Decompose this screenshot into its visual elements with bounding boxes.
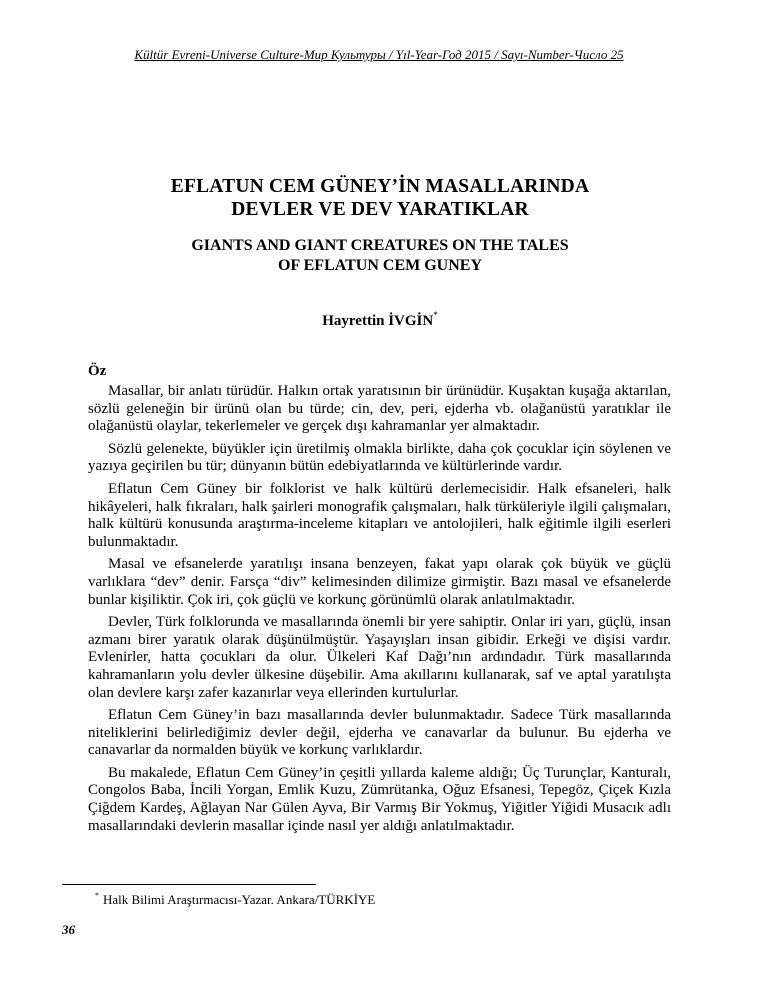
running-header: Kültür Evreni-Universe Culture-Мир Культуры / Yıl-Year-Год 2015 / Sayı-Number-Число 25 <box>134 47 624 62</box>
abstract-paragraph: Masal ve efsanelerde yaratılışı insana benzeyen, fakat yapı olarak çok büyük ve güçlü varlıklara “dev” denir. Farsça “div” kelimesinden dilimize girmiştir. Bazı masal ve efsanelerde bunlar kişiliktir. Çok iri, çok güçlü ve korkunç görünümlü olarak anlatılmaktadır. <box>88 556 671 608</box>
abstract-paragraph: Sözlü gelenekte, büyükler için üretilmiş olmakla birlikte, daha çok çocuklar için söylenen ve yazıya geçirilen bu tür; dünyanın bütün edebiyatlarında ve kültürlerinde vardır. <box>88 440 671 475</box>
author-byline <box>200 310 560 330</box>
abstract-paragraph: Eflatun Cem Güney’in bazı masallarında devler bulunmaktadır. Sadece Türk masallarında niteliklerini belirlediğimiz devler değil, ejderha ve canavarlar da bulunur. Bu ejderha ve canavarlar da normalden büyük ve korkunç varlıklardır. <box>88 707 671 759</box>
title-tr-line-2: DEVLER VE DEV YARATIKLAR <box>231 199 529 220</box>
footnote-text: Halk Bilimi Araştırmacısı-Yazar. Ankara/TÜRKİYE <box>103 892 376 907</box>
footnote <box>95 892 655 908</box>
author-footnote-marker: * <box>433 310 438 320</box>
abstract-paragraph: Bu makalede, Eflatun Cem Güney’in çeşitli yıllarda kaleme aldığı; Üç Turunçlar, Kanturalı, Congolos Baba, İncili Yorgan, Emlik Kuzu, Zümrütanka, Oğuz Efsanesi, Tepegöz, Çiçek Kızla Çiğdem Kardeş, Ağlayan Nar Gülen Ayva, Bir Varmış Bir Yokmuş, Yiğitler Yiğidi Musacık adlı masallarındaki devlerin masallar içinde nasıl yer aldığı anlatılmaktadır. <box>88 764 671 834</box>
page-number: 36 <box>62 922 75 937</box>
author-name: Hayrettin İVGİN <box>322 313 434 329</box>
footnote-marker: * <box>95 891 99 900</box>
article-title-english <box>140 236 620 276</box>
abstract-paragraph: Devler, Türk folklorunda ve masallarında önemli bir yere sahiptir. Onlar iri yarı, güçlü, insan azmanı birer yaratık olarak düşünülmüştür. Yaşayışları insan gibidir. Erkeği ve dişisi vardır. Evlenirler, hatta çocukları da olur. Ülkeleri Kaf Dağı’nın ardındadır. Türk masallarında kahramanların yolu devler ülkesine düşebilir. Ama akıllarını kullanarak, saf ve aptal yaratılışta olan devlere karşı zafer kazanırlar veya ellerinden kurtulurlar. <box>88 614 671 701</box>
abstract-body <box>88 383 671 840</box>
abstract-heading: Öz <box>88 363 107 379</box>
abstract-paragraph: Eflatun Cem Güney bir folklorist ve halk kültürü derlemecisidir. Halk efsaneleri, halk hikâyeleri, halk fıkraları, halk şairleri monografik çalışmaları, halk türküleriyle ilgili çalışmaları, halk kültürü konusunda araştırma-inceleme kitapları ve antolojileri, halk eğitimle ilgili eserleri bulunmaktadır. <box>88 480 671 550</box>
title-tr-line-1: EFLATUN CEM GÜNEY’İN MASALLARINDA <box>170 176 590 197</box>
title-en-line-2: OF EFLATUN CEM GUNEY <box>278 257 482 274</box>
footnote-divider <box>62 884 316 885</box>
abstract-paragraph: Masallar, bir anlatı türüdür. Halkın ortak yaratısının bir ürünüdür. Kuşaktan kuşağa aktarılan, sözlü geleneğin bir ürünü olan bu türde; cin, dev, peri, ejderha vb. olağanüstü yaratıklar ile olağanüstü olaylar, tekerlemeler ve gerçek dışı kahramanlar yer almaktadır. <box>88 383 671 435</box>
article-title-turkish <box>110 175 650 221</box>
title-en-line-1: GIANTS AND GIANT CREATURES ON THE TALES <box>191 237 569 254</box>
